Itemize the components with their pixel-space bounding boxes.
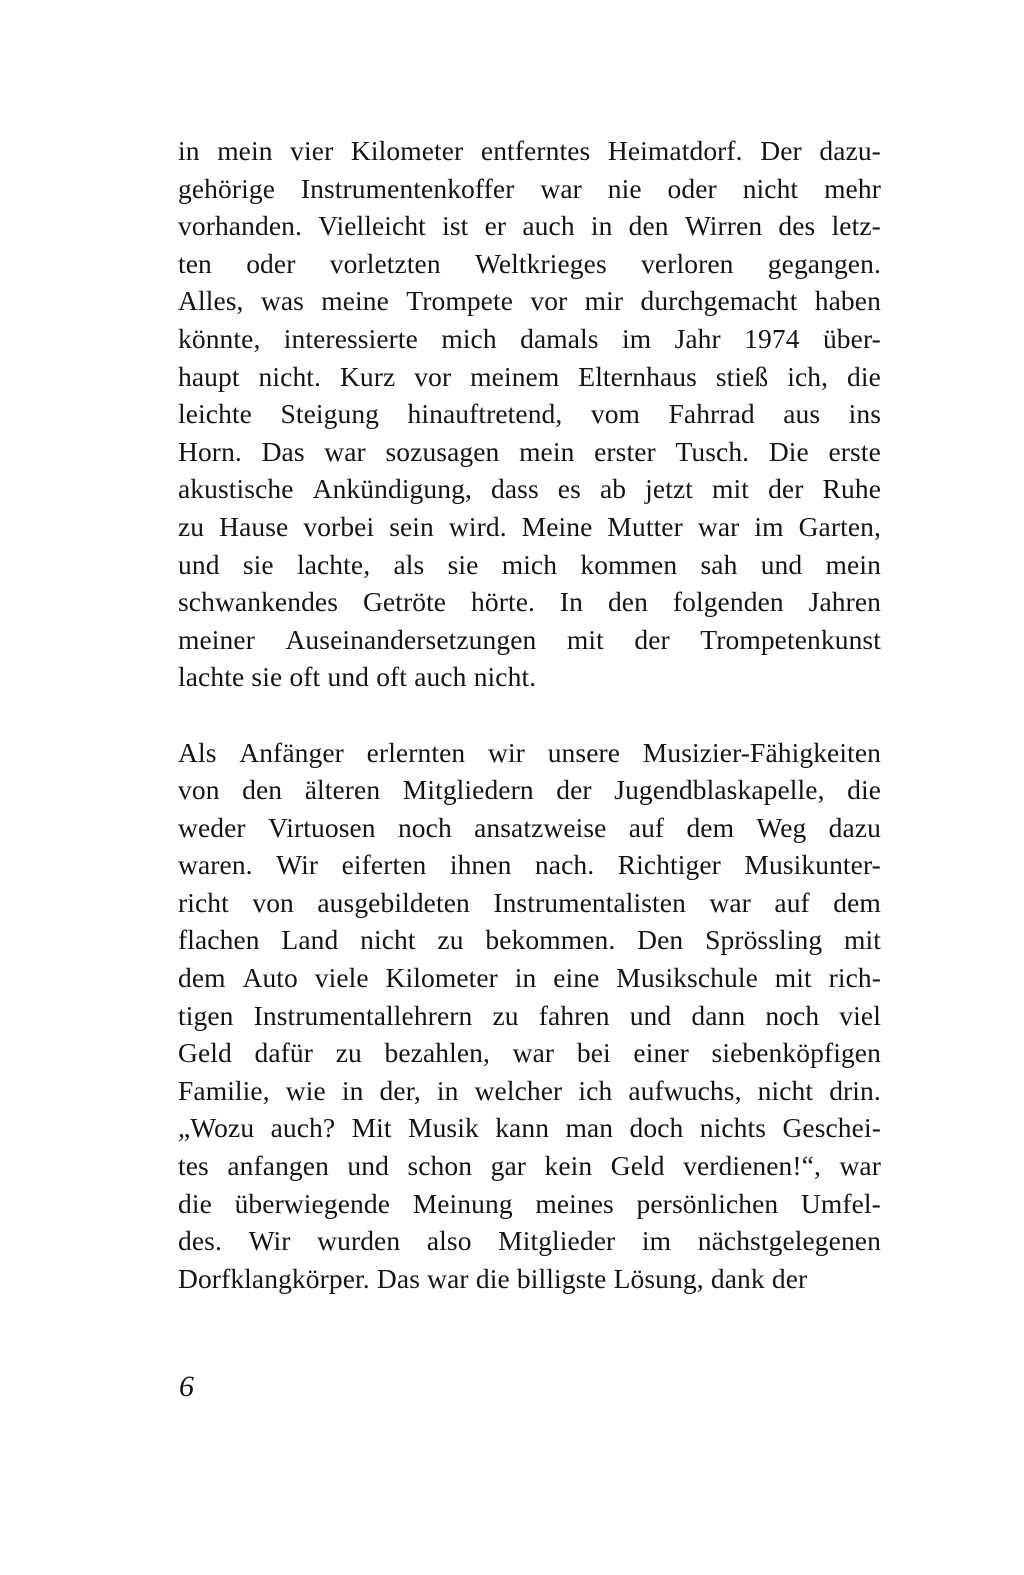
word: also [426, 1225, 472, 1257]
word: leichte [178, 398, 252, 430]
word: jetzt [645, 473, 693, 505]
word: hinauftretend, [407, 398, 563, 430]
word: war [697, 510, 740, 542]
word: sie [447, 548, 479, 580]
word: war [512, 1037, 555, 1069]
word: Das [261, 435, 305, 467]
word: den [628, 210, 669, 242]
word: Land [281, 924, 339, 956]
word: erlernten [366, 736, 466, 768]
word: Richtiger [617, 849, 721, 881]
text-line [178, 320, 881, 358]
paragraph-1 [178, 132, 881, 696]
word: drin. [829, 1074, 881, 1106]
word: Geld [178, 1037, 232, 1069]
word: richt [178, 886, 229, 918]
word: der [634, 623, 670, 655]
word: im [641, 1225, 672, 1257]
word: damals [520, 322, 599, 354]
word: des [778, 210, 816, 242]
text-line [178, 207, 881, 245]
word: Mitgliedern [402, 774, 534, 806]
word: der [556, 774, 592, 806]
word: Ankündigung, [312, 473, 472, 505]
word: Instrumentalisten [493, 886, 686, 918]
word: oder [246, 247, 296, 279]
word: vorletzten [329, 247, 441, 279]
word: Getröte [362, 586, 447, 618]
word: aus [783, 398, 821, 430]
word: nie [607, 172, 642, 204]
word: Horn. [178, 435, 242, 467]
word: welcher [474, 1074, 563, 1106]
word: eiferten [341, 849, 427, 881]
word: Vielleicht [318, 210, 426, 242]
word: Alles, [178, 285, 244, 317]
word: meine [321, 285, 389, 317]
word: vorbei [303, 510, 375, 542]
word: haben [814, 285, 881, 317]
word: Meinung [412, 1187, 513, 1219]
word: erster [594, 435, 656, 467]
word: von [252, 886, 294, 918]
text-line [178, 433, 881, 471]
text-line [178, 1185, 881, 1223]
word: den [242, 774, 283, 806]
word: Jahr [674, 322, 721, 354]
word: Geschei- [782, 1112, 881, 1144]
word: überwiegende [234, 1187, 391, 1219]
word: Jugendblaskapelle, [614, 774, 825, 806]
word: In [559, 586, 584, 618]
word: ich, [787, 360, 829, 392]
text-line [178, 1147, 881, 1185]
word: schwankendes [178, 586, 339, 618]
word: Wirren [684, 210, 763, 242]
word: auf [774, 886, 810, 918]
word: Elternhaus [578, 360, 697, 392]
word: Tusch. [675, 435, 750, 467]
word: vor [414, 360, 452, 392]
text-line [178, 959, 881, 997]
word: nicht [757, 1074, 814, 1106]
word: Musik [408, 1112, 479, 1144]
word: bezahlen, [384, 1037, 491, 1069]
word: auch? [270, 1112, 336, 1144]
word: Wir [276, 849, 319, 881]
word: war [540, 172, 582, 204]
word: nicht [742, 172, 799, 204]
word: mit [774, 962, 812, 994]
word: im [754, 510, 784, 542]
word: hörte. [471, 586, 536, 618]
word: ausgebildeten [317, 886, 470, 918]
word: Umfel- [800, 1187, 881, 1219]
text-line [178, 470, 881, 508]
word: „Wozu [178, 1112, 255, 1144]
word: ten [178, 247, 212, 279]
word: Instrumentallehrern [253, 999, 473, 1031]
word: Der [760, 135, 802, 166]
word: in [178, 135, 200, 166]
word: erste [828, 435, 881, 467]
word: doch [629, 1112, 684, 1144]
word: kein [544, 1150, 593, 1182]
word: war [709, 886, 751, 918]
word: mein [217, 135, 273, 166]
word: stieß [715, 360, 769, 392]
word: die [847, 360, 881, 392]
word: man [565, 1112, 614, 1144]
word: folgenden [672, 586, 784, 618]
text-line [178, 1222, 881, 1260]
word: nach. [534, 849, 595, 881]
word: oder [667, 172, 717, 204]
text-line [178, 921, 881, 959]
word: tigen [178, 999, 234, 1031]
word: dem [833, 886, 881, 918]
word: Steigung [280, 398, 380, 430]
word: dann [691, 999, 746, 1031]
word: entferntes [480, 135, 591, 166]
text-line [178, 621, 881, 659]
word: meines [535, 1187, 614, 1219]
word: und [347, 1150, 389, 1182]
word: wir [487, 736, 525, 768]
word: gegangen. [767, 247, 881, 279]
word: zu [492, 999, 519, 1031]
word: Die [768, 435, 809, 467]
word: wird. [448, 510, 507, 542]
word: Den [637, 924, 684, 956]
word: nächstgelegenen [697, 1225, 881, 1257]
text-line [178, 846, 881, 884]
word: dem [178, 962, 226, 994]
word: akustische [178, 473, 294, 505]
word: ihnen [449, 849, 512, 881]
word: älteren [304, 774, 381, 806]
word: von [178, 774, 220, 806]
word: mich [501, 548, 558, 580]
word: über- [822, 322, 881, 354]
word: des. [178, 1225, 222, 1257]
word: Heimatdorf. [607, 135, 743, 166]
word: Instrumentenkoffer [300, 172, 515, 204]
word: Anfänger [239, 736, 344, 768]
word: Mitglieder [498, 1225, 616, 1257]
word: mir [584, 285, 624, 317]
word: haupt [178, 360, 240, 392]
text-line [178, 1072, 881, 1110]
word: Als [178, 736, 217, 768]
word: sah [700, 548, 738, 580]
word: Auto [242, 962, 298, 994]
word: gehörige [178, 172, 276, 204]
text-line [178, 282, 881, 320]
word: als [393, 548, 425, 580]
text-line [178, 884, 881, 922]
text-line [178, 170, 881, 208]
word: meiner [178, 623, 255, 655]
word: Kilometer [385, 962, 498, 994]
word: interessierte [283, 322, 418, 354]
word: auf [628, 811, 665, 843]
word: im [621, 322, 652, 354]
text-line [178, 358, 881, 396]
word: Musizier-Fähigkeiten [642, 736, 881, 768]
word: Auseinandersetzungen [285, 623, 537, 655]
word: aufwuchs, [628, 1074, 742, 1106]
word: viele [314, 962, 369, 994]
word: noch [397, 811, 452, 843]
word: flachen [178, 924, 260, 956]
text-line [178, 1109, 881, 1147]
text-line [178, 546, 881, 584]
word: und [629, 999, 672, 1031]
text-line [178, 1034, 881, 1072]
word: Mutter [607, 510, 683, 542]
word: ist [442, 210, 469, 242]
word: schon [407, 1150, 473, 1182]
text-line [178, 395, 881, 433]
word: Trompete [406, 285, 514, 317]
word: in [514, 962, 537, 994]
word: bei [576, 1037, 611, 1069]
word: dazu [828, 811, 881, 843]
word: könnte, [178, 322, 261, 354]
word: wurden [317, 1225, 401, 1257]
word: lachte, [296, 548, 371, 580]
text-line: Dorfklangkörper. Das war die billigste Lösung, dank der [178, 1262, 808, 1294]
word: und [178, 548, 220, 580]
word: Virtuosen [267, 811, 376, 843]
text-line [178, 245, 881, 283]
word: vier [290, 135, 334, 166]
word: Ruhe [822, 473, 881, 505]
word: Fahrrad [668, 398, 755, 430]
word: ich [578, 1074, 613, 1106]
word: Hause [219, 510, 289, 542]
word: Weltkrieges [475, 247, 607, 279]
word: kann [495, 1112, 550, 1144]
word: sozusagen [385, 435, 500, 467]
word: Jahren [808, 586, 882, 618]
word: dem [686, 811, 735, 843]
word: durchgemacht [640, 285, 798, 317]
word: nicht [360, 924, 416, 956]
word: mit [712, 473, 750, 505]
word: viel [839, 999, 881, 1031]
paragraph-2 [178, 734, 881, 1298]
text-line [178, 508, 881, 546]
word: weder [178, 811, 246, 843]
word: fahren [538, 999, 610, 1031]
text-column [178, 132, 881, 1297]
word: Kilometer [350, 135, 464, 166]
word: kommen [580, 548, 678, 580]
word: Familie, [178, 1074, 270, 1106]
word: ab [599, 473, 627, 505]
word: vorhanden. [178, 210, 302, 242]
word: verloren [641, 247, 734, 279]
text-line [178, 583, 881, 621]
word: vom [590, 398, 641, 430]
word: Kurz [339, 360, 396, 392]
text-line [178, 771, 881, 809]
word: was [260, 285, 304, 317]
page-number: 6 [179, 1370, 194, 1403]
word: mein [825, 548, 881, 580]
word: zu [437, 924, 464, 956]
text-line [178, 809, 881, 847]
word: Musikunter- [744, 849, 881, 881]
word: den [607, 586, 648, 618]
word: Weg [756, 811, 807, 843]
word: in [590, 210, 613, 242]
word: waren. [178, 849, 253, 881]
word: Mit [351, 1112, 392, 1144]
text-line [178, 734, 881, 772]
word: Geld [610, 1150, 665, 1182]
word: in [341, 1074, 364, 1106]
word: mich [441, 322, 497, 354]
word: die [847, 774, 882, 806]
text-line [178, 997, 881, 1035]
word: Trompetenkunst [700, 623, 881, 655]
text-line [178, 132, 881, 170]
word: der [768, 473, 804, 505]
word: 1974 [744, 322, 800, 354]
word: es [557, 473, 581, 505]
word: war [324, 435, 366, 467]
word: persönlichen [636, 1187, 779, 1219]
word: letz- [831, 210, 881, 242]
word: die [178, 1187, 212, 1219]
word: auch [522, 210, 575, 242]
word: in [436, 1074, 459, 1106]
word: Wir [248, 1225, 291, 1257]
word: einer [633, 1037, 689, 1069]
word: dafür [254, 1037, 314, 1069]
word: er [484, 210, 507, 242]
word: zu [178, 510, 205, 542]
word: ins [848, 398, 882, 430]
word: tes [178, 1150, 209, 1182]
word: zu [335, 1037, 362, 1069]
word: war [839, 1150, 881, 1182]
word: vor [530, 285, 568, 317]
word: unsere [547, 736, 621, 768]
word: ansatzweise [474, 811, 607, 843]
word: mit [566, 623, 604, 655]
word: und [760, 548, 803, 580]
word: rich- [828, 962, 882, 994]
word: sein [389, 510, 434, 542]
word: mehr [824, 172, 881, 204]
word: anfangen [227, 1150, 329, 1182]
text-line: lachte sie oft und oft auch nicht. [178, 661, 537, 693]
word: siebenköpfigen [711, 1037, 881, 1069]
word: der, [379, 1074, 421, 1106]
word: bekommen. [485, 924, 616, 956]
word: nichts [699, 1112, 767, 1144]
word: dazu- [819, 135, 881, 166]
word: Garten, [798, 510, 881, 542]
word: Sprössling [705, 924, 823, 956]
word: gar [490, 1150, 527, 1182]
word: meinem [470, 360, 560, 392]
word: eine [553, 962, 600, 994]
word: wie [285, 1074, 326, 1106]
word: mit [844, 924, 881, 956]
word: Musikschule [616, 962, 758, 994]
word: sie [242, 548, 274, 580]
word: nicht. [258, 360, 322, 392]
word: noch [765, 999, 820, 1031]
word: mein [519, 435, 575, 467]
word: dass [490, 473, 539, 505]
word: verdienen!“, [683, 1150, 821, 1182]
word: Meine [521, 510, 593, 542]
